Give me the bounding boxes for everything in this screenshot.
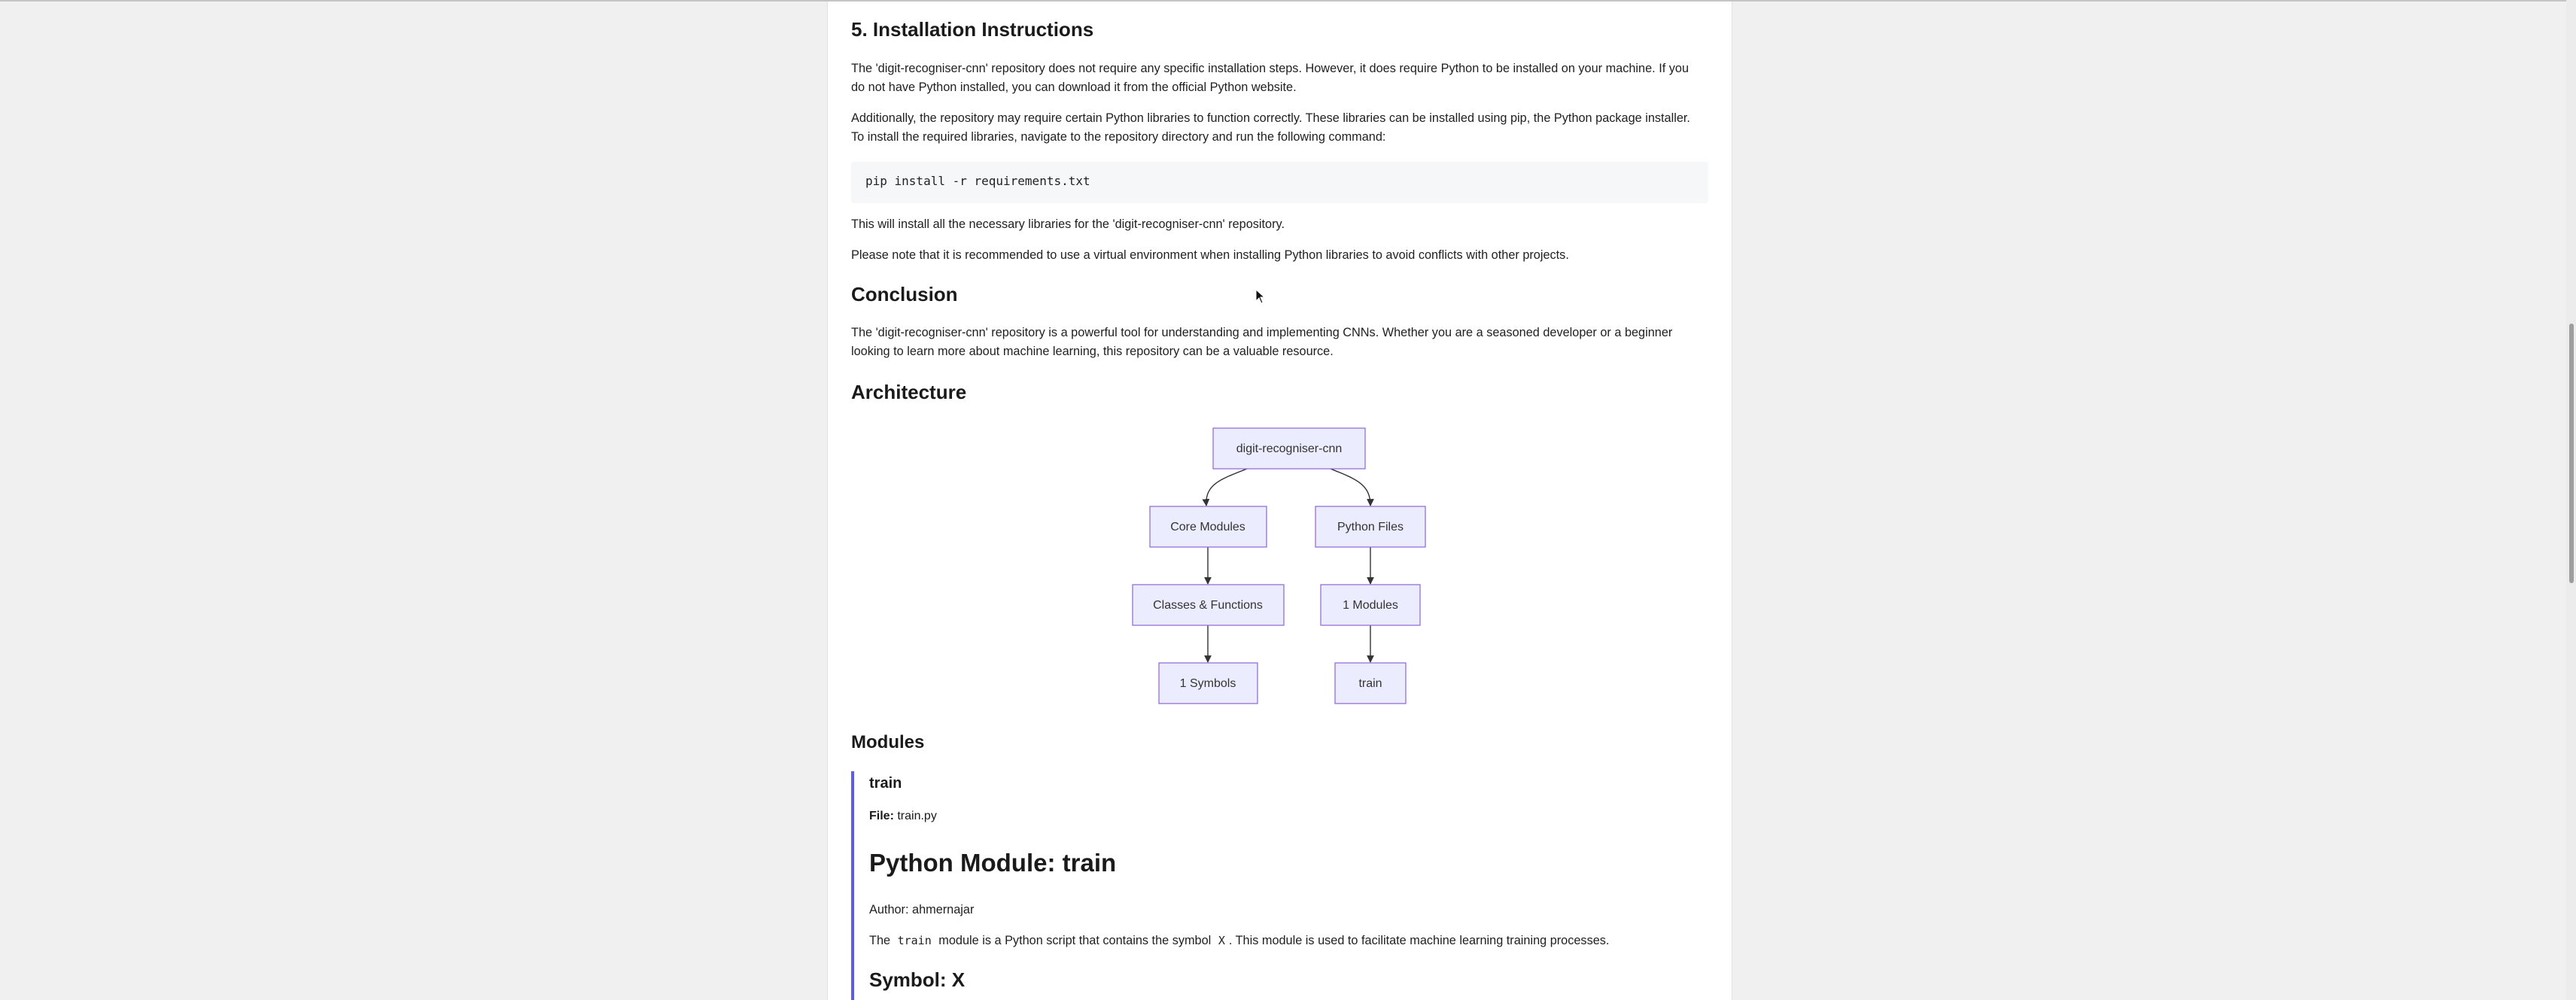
edge-root-core bbox=[1206, 469, 1247, 506]
symbol-heading: Symbol: X bbox=[869, 968, 966, 991]
desc-suffix: . This module is used to facilitate machine learning training processes. bbox=[1228, 934, 1610, 947]
module-file-value: train.py bbox=[897, 810, 937, 822]
installation-heading: 5. Installation Instructions bbox=[851, 18, 1094, 41]
desc-middle: module is a Python script that contains the symbol bbox=[938, 934, 1212, 947]
code-block[interactable] bbox=[851, 162, 1708, 203]
module-name: train bbox=[869, 775, 902, 792]
document-page bbox=[827, 2, 1732, 1000]
node-classes-functions[interactable] bbox=[1133, 585, 1284, 625]
node-root-label: digit-recogniser-cnn bbox=[1236, 442, 1343, 455]
scrollbar-thumb[interactable] bbox=[2569, 324, 2574, 583]
install-command[interactable]: pip install -r requirements.txt bbox=[865, 174, 1090, 188]
conclusion-paragraph: The 'digit-recogniser-cnn' repository is a powerful tool for understanding and implementing CNNs. Whether you are a seasoned developer or a beginner looking to learn more about machine learning, this repository can be a valuable resource. bbox=[851, 326, 1673, 358]
mouse-pointer-icon bbox=[1255, 289, 1266, 304]
install-paragraph-3: This will install all the necessary libraries for the 'digit-recogniser-cnn' repository. bbox=[851, 217, 1285, 231]
node-core-modules[interactable] bbox=[1150, 506, 1267, 547]
module-title: Python Module: train bbox=[869, 849, 1117, 877]
module-file bbox=[869, 810, 937, 823]
node-train-label: train bbox=[1358, 677, 1382, 690]
architecture-heading: Architecture bbox=[851, 381, 967, 403]
node-modules-label: 1 Modules bbox=[1343, 599, 1398, 612]
module-description bbox=[869, 932, 1609, 950]
architecture-diagram bbox=[851, 423, 1708, 709]
install-paragraph-4: Please note that it is recommended to use a virtual environment when installing Python libraries to avoid conflicts with other projects. bbox=[851, 248, 1569, 262]
module-file-label: File: bbox=[869, 810, 894, 822]
node-python-files[interactable] bbox=[1315, 506, 1425, 547]
desc-code-x: X bbox=[1218, 934, 1225, 947]
module-card-train bbox=[851, 771, 1708, 1000]
modules-heading: Modules bbox=[851, 732, 925, 752]
node-pyfiles-label: Python Files bbox=[1337, 521, 1404, 533]
install-paragraph-1: The 'digit-recogniser-cnn' repository does not require any specific installation steps. However, it does require Python to be installed on your machine. If you do not have Python installed, you can download it from the official Python website. bbox=[851, 62, 1689, 94]
node-symbols-count[interactable] bbox=[1159, 663, 1258, 704]
module-author: Author: ahmernajar bbox=[869, 903, 975, 916]
conclusion-heading: Conclusion bbox=[851, 283, 958, 305]
node-modules-count[interactable] bbox=[1321, 585, 1420, 625]
node-train[interactable] bbox=[1335, 663, 1406, 704]
edge-root-pyfiles bbox=[1331, 469, 1370, 506]
node-root[interactable] bbox=[1213, 428, 1365, 469]
node-core-label: Core Modules bbox=[1170, 521, 1245, 533]
node-classes-label: Classes & Functions bbox=[1153, 599, 1263, 612]
install-paragraph-2: Additionally, the repository may require certain Python libraries to function correctly. These libraries can be installed using pip, the Python package installer. To install the required libraries, navigate to the repository directory and run the following command: bbox=[851, 111, 1690, 144]
desc-prefix: The bbox=[869, 934, 891, 947]
desc-code-train: train bbox=[897, 934, 932, 947]
node-symbols-label: 1 Symbols bbox=[1179, 677, 1236, 690]
